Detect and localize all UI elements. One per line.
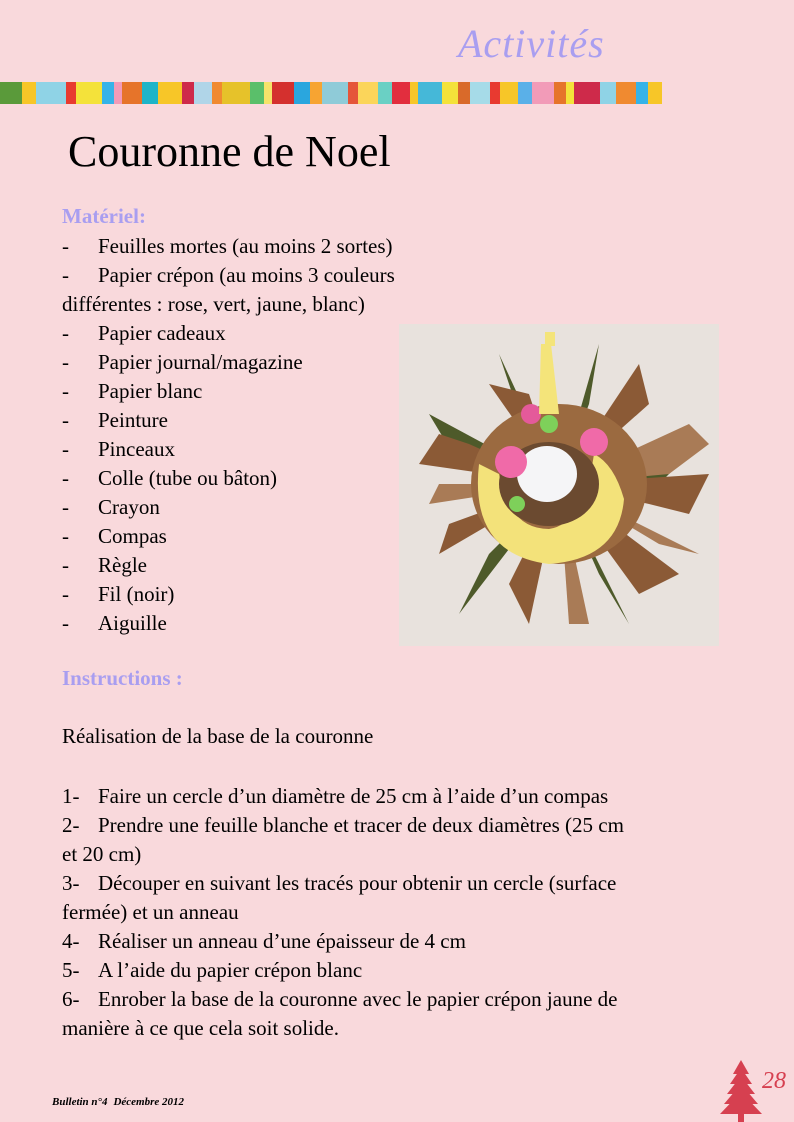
stripe-segment (222, 82, 250, 104)
materials-item-text: Peinture (98, 408, 168, 432)
wreath-image (399, 324, 719, 646)
materials-item (62, 377, 395, 406)
stripe-segment (648, 82, 662, 104)
stripe-segment (518, 82, 532, 104)
stripe-segment (378, 82, 392, 104)
materials-item (62, 609, 395, 638)
materials-item (62, 319, 395, 348)
page-number: 28 (762, 1068, 786, 1094)
stripe-segment (392, 82, 410, 104)
stripe-segment (250, 82, 264, 104)
stripe-segment (348, 82, 358, 104)
bullet-dash: - (62, 263, 69, 287)
stripe-segment (616, 82, 636, 104)
materials-item (62, 406, 395, 435)
bullet-dash: - (62, 379, 69, 403)
bullet-dash: - (62, 611, 69, 635)
materials-item-text: Colle (tube ou bâton) (98, 466, 278, 490)
step-text: A l’aide du papier crépon blanc (98, 958, 363, 982)
footer-info (52, 1096, 184, 1108)
step-text: Découper en suivant les tracés pour obtenir un cercle (surface (98, 871, 617, 895)
instruction-step (62, 985, 752, 1014)
bullet-dash: - (62, 553, 69, 577)
materials-heading: Matériel: (62, 204, 146, 228)
wreath-photo (399, 324, 719, 646)
step-text-continuation: et 20 cm) (62, 842, 142, 866)
bullet-dash: - (62, 524, 69, 548)
stripe-segment (0, 82, 22, 104)
materials-item-text: Papier crépon (au moins 3 couleurs (98, 263, 395, 287)
stripe-segment (470, 82, 490, 104)
stripe-segment (142, 82, 158, 104)
materials-item-text: Compas (98, 524, 167, 548)
stripe-segment (272, 82, 294, 104)
step-number: 3- (62, 871, 80, 895)
instruction-step (62, 956, 752, 985)
stripe-segment (264, 82, 272, 104)
bullet-dash: - (62, 466, 69, 490)
materials-item-text: Fil (noir) (98, 582, 175, 606)
step-text: Prendre une feuille blanche et tracer de deux diamètres (25 cm (98, 813, 624, 837)
materials-item (62, 435, 395, 464)
stripe-segment (500, 82, 518, 104)
stripe-segment (182, 82, 194, 104)
step-text-continuation: manière à ce que cela soit solide. (62, 1016, 339, 1040)
stripe-segment (532, 82, 554, 104)
stripe-segment (490, 82, 500, 104)
stripe-segment (418, 82, 442, 104)
stripe-segment (102, 82, 114, 104)
materials-item (62, 522, 395, 551)
bullet-dash: - (62, 234, 69, 258)
materials-item-text: Aiguille (98, 611, 167, 635)
step-text: Enrober la base de la couronne avec le papier crépon jaune de (98, 987, 618, 1011)
stripe-segment (554, 82, 566, 104)
stripe-segment (114, 82, 122, 104)
bulletin-number: Bulletin n°4 (52, 1096, 108, 1108)
stripe-segment (410, 82, 418, 104)
section-title: Activités (458, 21, 605, 66)
stripe-segment (600, 82, 616, 104)
materials-item-text: Papier cadeaux (98, 321, 226, 345)
decorative-stripe-bar (0, 82, 794, 104)
materials-item (62, 232, 395, 261)
stripe-segment (458, 82, 470, 104)
stripe-segment (294, 82, 310, 104)
christmas-tree-icon (720, 1060, 762, 1122)
step-text: Réaliser un anneau d’une épaisseur de 4 cm (98, 929, 466, 953)
bullet-dash: - (62, 495, 69, 519)
stripe-segment (358, 82, 378, 104)
stripe-segment (194, 82, 212, 104)
step-number: 4- (62, 929, 80, 953)
step-text: Faire un cercle d’un diamètre de 25 cm à l’aide d’un compas (98, 784, 609, 808)
bullet-dash: - (62, 582, 69, 606)
stripe-segment (442, 82, 458, 104)
bulletin-date: Décembre 2012 (113, 1096, 185, 1108)
subsection-title: Réalisation de la base de la couronne (62, 724, 374, 748)
materials-item-text: Règle (98, 553, 147, 577)
bullet-dash: - (62, 321, 69, 345)
stripe-segment (22, 82, 36, 104)
stripe-segment (212, 82, 222, 104)
bullet-dash: - (62, 408, 69, 432)
materials-item-text: Papier journal/magazine (98, 350, 303, 374)
materials-item (62, 551, 395, 580)
materials-item-text: Crayon (98, 495, 160, 519)
materials-item (62, 493, 395, 522)
step-text-continuation: fermée) et un anneau (62, 900, 239, 924)
page-title: Couronne de Noel (68, 127, 391, 176)
stripe-segment (122, 82, 142, 104)
step-number: 2- (62, 813, 80, 837)
materials-item-text: Pinceaux (98, 437, 175, 461)
step-number: 1- (62, 784, 80, 808)
materials-item (62, 580, 395, 609)
instruction-step (62, 927, 752, 956)
step-number: 5- (62, 958, 80, 982)
steps-list (62, 782, 752, 1043)
instruction-step (62, 782, 752, 811)
bullet-dash: - (62, 437, 69, 461)
instruction-step (62, 869, 752, 898)
stripe-segment (322, 82, 348, 104)
instructions-heading: Instructions : (62, 666, 183, 690)
materials-list (62, 232, 395, 638)
materials-item-text: Feuilles mortes (au moins 2 sortes) (98, 234, 393, 258)
stripe-segment (566, 82, 574, 104)
bullet-dash: - (62, 350, 69, 374)
step-number: 6- (62, 987, 80, 1011)
materials-item-text: Papier blanc (98, 379, 203, 403)
stripe-segment (158, 82, 182, 104)
materials-item (62, 464, 395, 493)
materials-item (62, 348, 395, 377)
instruction-step (62, 811, 752, 840)
stripe-segment (76, 82, 102, 104)
materials-item (62, 261, 395, 290)
stripe-segment (310, 82, 322, 104)
stripe-segment (66, 82, 76, 104)
stripe-segment (636, 82, 648, 104)
stripe-segment (574, 82, 600, 104)
materials-item-continuation: différentes : rose, vert, jaune, blanc) (62, 292, 365, 316)
stripe-segment (36, 82, 66, 104)
